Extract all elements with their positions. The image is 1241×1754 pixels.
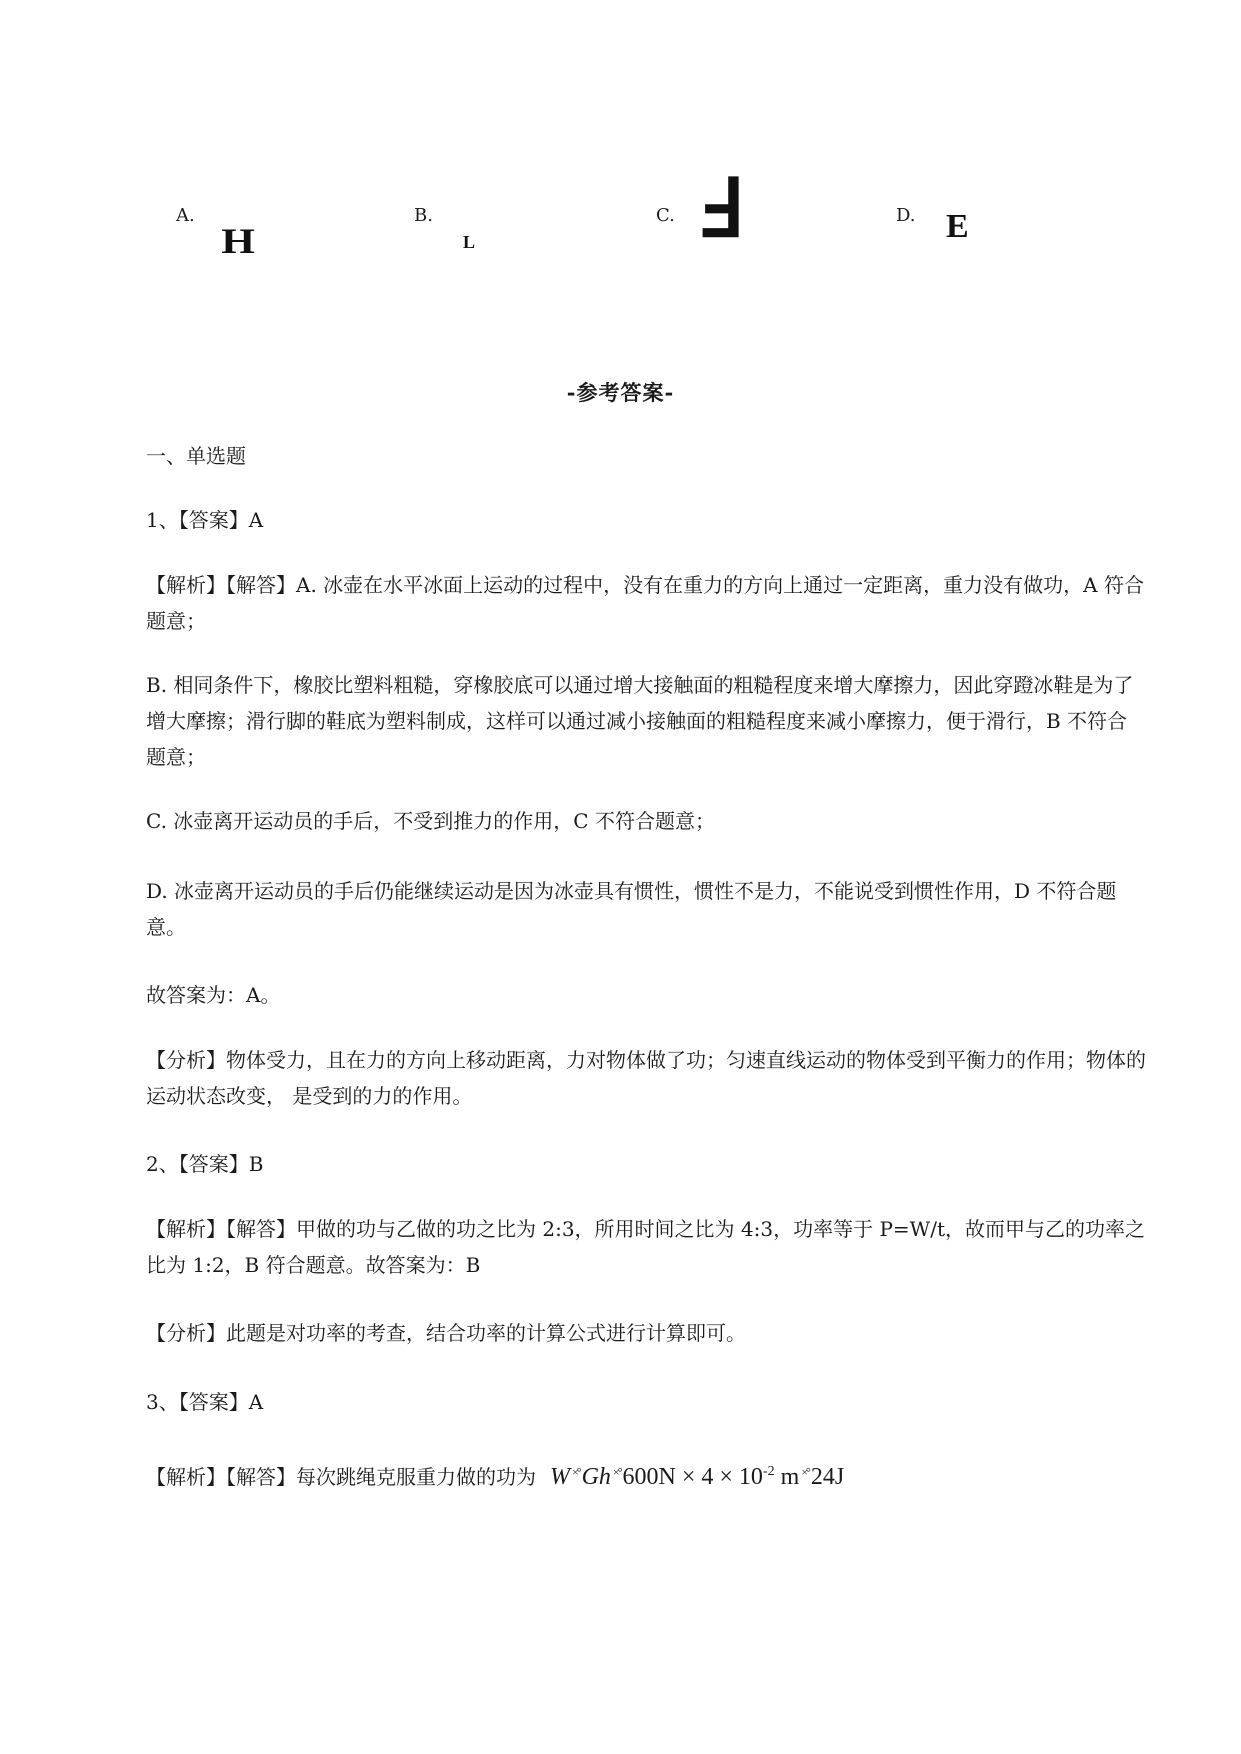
q1-answer: 1、【答案】A bbox=[146, 508, 264, 532]
q2-fenxi: 【分析】此题是对功率的考查，结合功率的计算公式进行计算即可。 bbox=[146, 1321, 746, 1345]
formula-unit: m bbox=[774, 1464, 800, 1490]
formula-gh: Gh bbox=[581, 1464, 611, 1490]
formula-eq-1: ×° bbox=[572, 1465, 580, 1479]
answer-key-title: -参考答案- bbox=[566, 380, 675, 405]
option-d-label: D. bbox=[896, 205, 916, 226]
work-formula bbox=[550, 1464, 844, 1490]
q1-conclusion: 故答案为：A。 bbox=[146, 983, 281, 1007]
formula-result: 24J bbox=[810, 1464, 845, 1490]
q1-analysis-d: D. 冰壶离开运动员的手后仍能继续运动是因为冰壶具有惯性，惯性不是力，不能说受到惯性作用，D 不符合题意。 bbox=[146, 879, 1117, 939]
formula-eq-2: ×° bbox=[612, 1465, 621, 1479]
q1-fenxi: 【分析】物体受力，且在力的方向上移动距离，力对物体做了功；匀速直线运动的物体受到平衡力的作用；物体的运动状态改变， 是受到的力的作用。 bbox=[146, 1048, 1146, 1108]
option-c-image: Ⅎ bbox=[696, 166, 743, 254]
q1-analysis-a: 【解析】【解答】A. 冰壶在水平冰面上运动的过程中，没有在重力的方向上通过一定距离，重力没有做功，A 符合题意； bbox=[146, 573, 1144, 633]
q2-analysis: 【解析】【解答】甲做的功与乙做的功之比为 2:3，所用时间之比为 4:3，功率等于 P=W/t，故而甲与乙的功率之比为 1:2，B 符合题意。故答案为：B bbox=[146, 1217, 1145, 1277]
q3-answer: 3、【答案】A bbox=[146, 1390, 264, 1414]
formula-eq-3: ×° bbox=[801, 1465, 809, 1479]
option-a-label: A. bbox=[176, 205, 195, 226]
q1-analysis-b: B. 相同条件下，橡胶比塑料粗糙，穿橡胶底可以通过增大接触面的粗糙程度来增大摩擦力，因此穿蹬冰鞋是为了增大摩擦；滑行脚的鞋底为塑料制成，这样可以通过减小接触面的粗糙程度来减小摩擦力，便于滑行，B 不符合题意； bbox=[146, 673, 1134, 769]
q3-analysis-line bbox=[146, 1454, 1146, 1495]
section-heading: 一、单选题 bbox=[146, 444, 246, 468]
q3-analysis: 【解析】【解答】每次跳绳克服重力做的功为 bbox=[146, 1465, 536, 1489]
option-b-label: B. bbox=[414, 205, 433, 226]
formula-value: 600N × 4 × 10 bbox=[622, 1464, 763, 1490]
option-c-label: C. bbox=[656, 205, 675, 226]
q1-analysis-c: C. 冰壶离开运动员的手后，不受到推力的作用，C 不符合题意； bbox=[146, 809, 715, 833]
option-a-image: H bbox=[221, 221, 255, 261]
option-d-image: E bbox=[946, 208, 969, 245]
formula-w: W bbox=[550, 1464, 570, 1490]
formula-exponent: -2 bbox=[762, 1464, 775, 1479]
q2-answer: 2、【答案】B bbox=[146, 1152, 264, 1176]
option-b-image: L bbox=[463, 232, 476, 252]
